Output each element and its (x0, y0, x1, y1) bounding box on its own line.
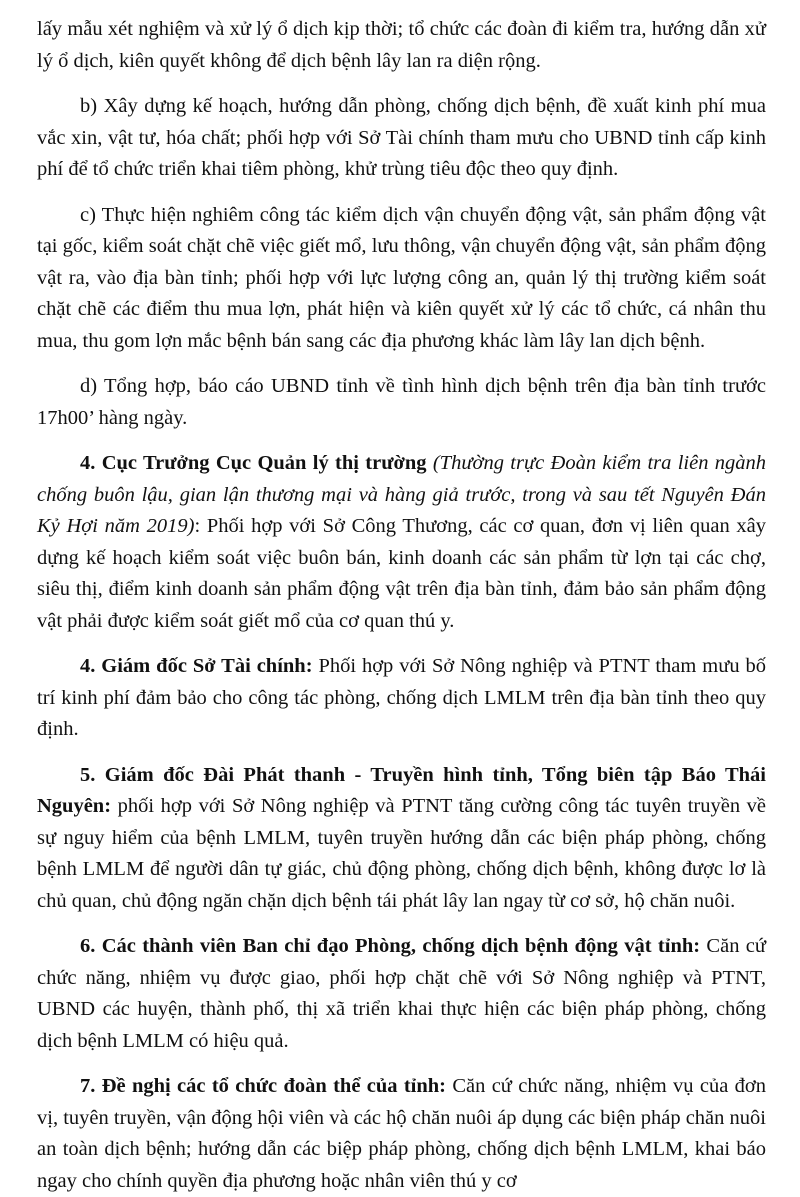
paragraph-text: d) Tổng hợp, báo cáo UBND tỉnh về tình hình dịch bệnh trên địa bàn tỉnh trước 17h00’ hàng ngày. (37, 375, 766, 429)
paragraph-continuation (37, 14, 766, 77)
paragraph-mass-organizations (37, 1071, 766, 1197)
section-note: (Thường trực Đoàn kiểm tra liên ngành chống buôn lậu, gian lận thương mại và hàng giả trước, trong và sau tết Nguyên Đán Kỷ Hợi năm 2019) (37, 452, 767, 537)
paragraph-text: b) Xây dựng kế hoạch, hướng dẫn phòng, chống dịch bệnh, đề xuất kinh phí mua vắc xin, vật tư, hóa chất; phối hợp với Sở Tài chính tham mưu cho UBND tỉnh cấp kinh phí để tổ chức triển khai tiêm phòng, khử trùng tiêu độc theo quy định. (37, 95, 766, 180)
paragraph-text: c) Thực hiện nghiêm công tác kiểm dịch vận chuyển động vật, sản phẩm động vật tại gốc, kiểm soát chặt chẽ việc giết mổ, lưu thông, vận chuyển động vật, sản phẩm động vật ra, vào địa bàn tỉnh; phối hợp với lực lượng công an, quản lý thị trường kiểm soát chặt chẽ các điểm thu mua lợn, phát hiện và kiên quyết xử lý các tổ chức, cá nhân thu mua, thu gom lợn mắc bệnh bán sang các địa phương khác làm lây lan dịch bệnh. (37, 203, 766, 352)
paragraph-radio-television (37, 760, 766, 918)
section-heading: 4. Cục Trưởng Cục Quản lý thị trường (80, 452, 433, 474)
paragraph-text: lấy mẫu xét nghiệm và xử lý ổ dịch kịp thời; tổ chức các đoàn đi kiểm tra, hướng dẫn xử lý ổ dịch, kiên quyết không để dịch bệnh lây lan ra diện rộng. (37, 18, 766, 72)
paragraph-text: : Phối hợp với Sở Công Thương, các cơ quan, đơn vị liên quan xây dựng kế hoạch kiểm soát việc buôn bán, kinh doanh các sản phẩm từ lợn tại các chợ, siêu thị, điểm kinh doanh sản phẩm động vật trên địa bàn tỉnh, đảm bảo sản phẩm động vật phải được kiểm soát giết mổ của cơ quan thú y. (37, 515, 766, 632)
section-heading: 4. Giám đốc Sở Tài chính: (80, 655, 313, 677)
paragraph-item-b (37, 91, 766, 186)
section-heading: 7. Đề nghị các tổ chức đoàn thể của tỉnh: (80, 1075, 447, 1097)
paragraph-text: Phối hợp với Sở Nông nghiệp và PTNT tham mưu bố trí kinh phí đảm bảo cho công tác phòng, chống dịch LMLM trên địa bàn tỉnh theo quy định. (37, 655, 766, 740)
paragraph-text: Căn cứ chức năng, nhiệm vụ của đơn vị, tuyên truyền, vận động hội viên và các hộ chăn nuôi áp dụng các biện pháp chăn nuôi an toàn dịch bệnh; hướng dẫn các biệp pháp phòng, chống dịch bệnh LMLM, khai báo ngay cho chính quyền địa phương hoặc nhân viên thú y cơ (37, 1075, 766, 1192)
paragraph-steering-committee (37, 931, 766, 1057)
paragraph-item-c (37, 200, 766, 358)
section-heading: 6. Các thành viên Ban chỉ đạo Phòng, chống dịch bệnh động vật tỉnh: (80, 935, 701, 957)
section-heading: 5. Giám đốc Đài Phát thanh - Truyền hình tỉnh, Tổng biên tập Báo Thái Nguyên: (37, 763, 766, 817)
paragraph-market-management (37, 448, 766, 637)
paragraph-text: phối hợp với Sở Nông nghiệp và PTNT tăng cường công tác tuyên truyền về sự nguy hiểm của bệnh LMLM, tuyên truyền hướng dẫn các biện pháp phòng, chống bệnh LMLM để người dân tự giác, chủ động phòng, chống dịch bệnh, không được lơ là chủ quan, chủ động ngăn chặn dịch bệnh tái phát lây lan ngay từ cơ sở, hộ chăn nuôi. (37, 795, 766, 912)
paragraph-item-d (37, 371, 766, 434)
paragraph-text: Căn cứ chức năng, nhiệm vụ được giao, phối hợp chặt chẽ với Sở Nông nghiệp và PTNT, UBND các huyện, thành phố, thị xã triển khai thực hiện các biện pháp phòng, chống dịch bệnh LMLM có hiệu quả. (37, 935, 766, 1052)
paragraph-finance-department (37, 651, 766, 746)
